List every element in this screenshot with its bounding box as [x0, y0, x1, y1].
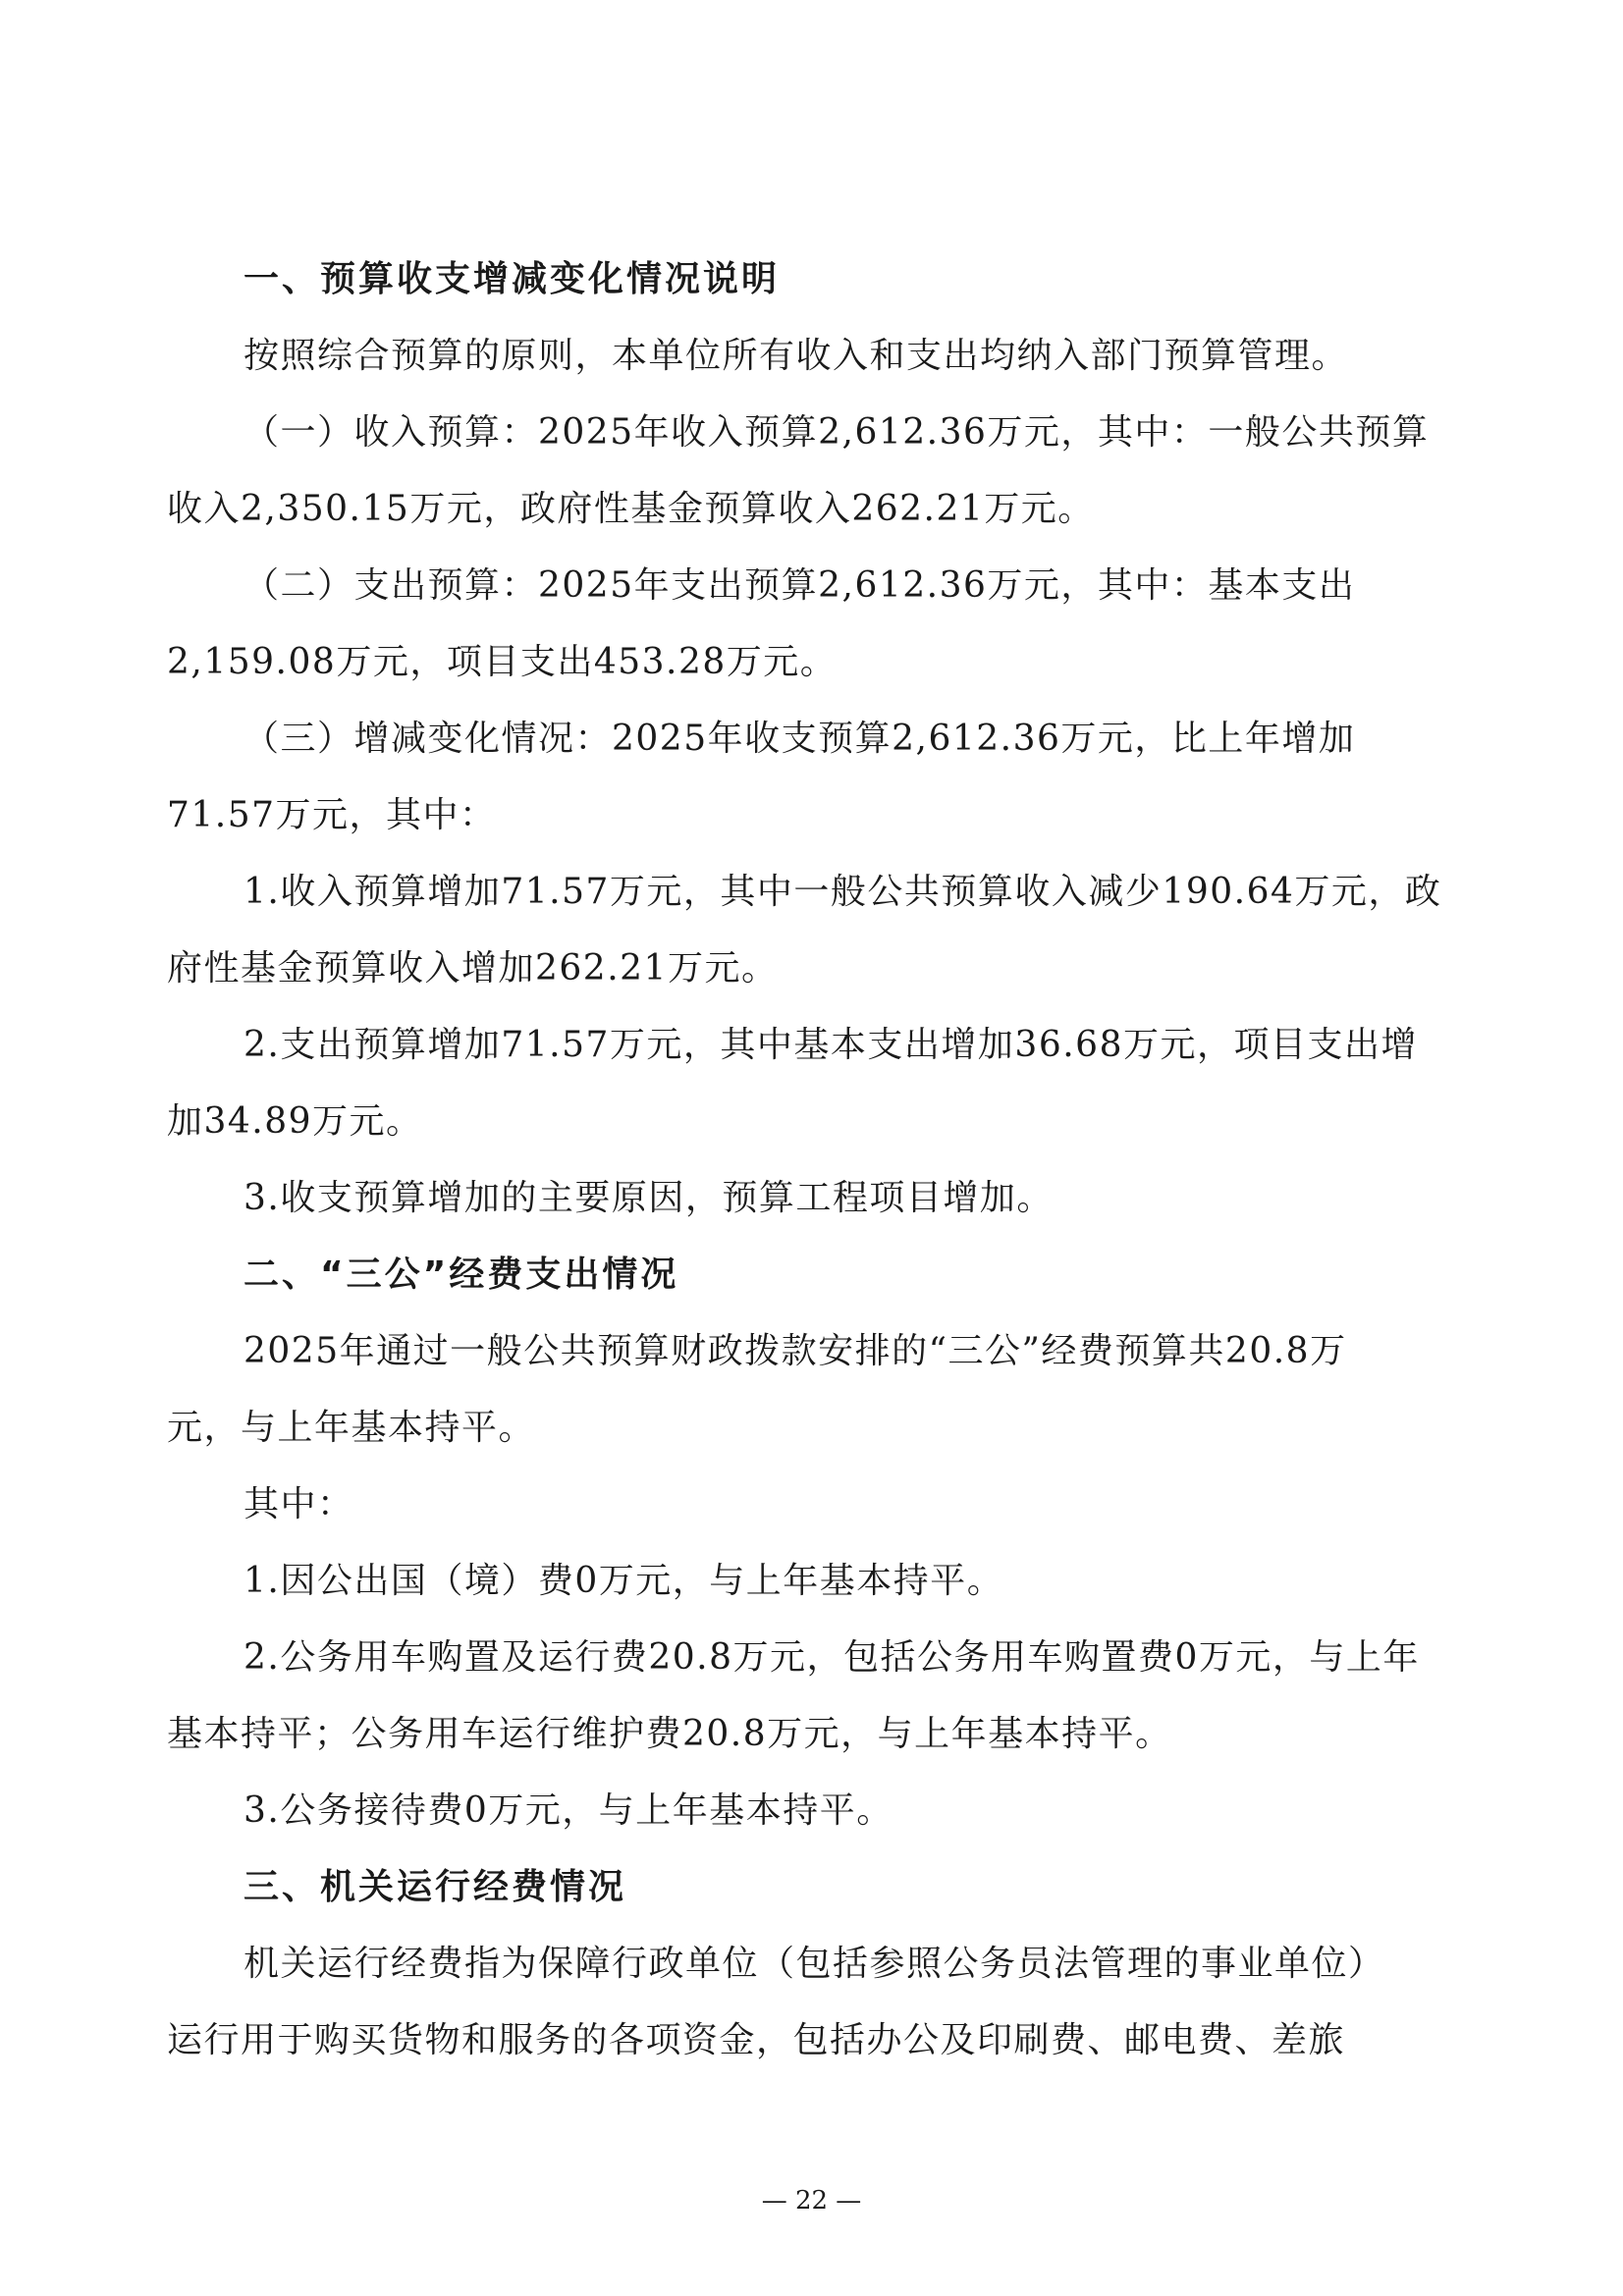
paragraph-line: 3.收支预算增加的主要原因，预算工程项目增加。	[243, 1178, 1054, 1218]
paragraph-line: 机关运行经费指为保障行政单位（包括参照公务员法管理的事业单位）	[243, 1944, 1385, 1984]
paragraph-line: 71.57万元，其中：	[167, 795, 497, 835]
section-heading-three-public-expenses: 二、“三公”经费支出情况	[243, 1255, 679, 1295]
section-heading-budget-change: 一、预算收支增减变化情况说明	[243, 259, 781, 299]
paragraph-line: 2025年通过一般公共预算财政拨款安排的“三公”经费预算共20.8万	[243, 1331, 1347, 1371]
paragraph-line: 基本持平；公务用车运行维护费20.8万元，与上年基本持平。	[167, 1714, 1172, 1754]
paragraph-line: 元，与上年基本持平。	[167, 1408, 536, 1448]
page-number: — 22 —	[761, 2186, 862, 2216]
paragraph-line: 1.收入预算增加71.57万元，其中一般公共预算收入减少190.64万元，政	[243, 872, 1442, 912]
paragraph-line: 2.支出预算增加71.57万元，其中基本支出增加36.68万元，项目支出增	[243, 1025, 1418, 1065]
paragraph-line: （一）收入预算：2025年收入预算2,612.36万元，其中：一般公共预算	[243, 412, 1430, 453]
paragraph-line: 按照综合预算的原则，本单位所有收入和支出均纳入部门预算管理。	[243, 336, 1349, 376]
paragraph-line: 1.因公出国（境）费0万元，与上年基本持平。	[243, 1561, 1004, 1601]
paragraph-line: 府性基金预算收入增加262.21万元。	[167, 948, 779, 988]
section-heading-operating-expenses: 三、机关运行经费情况	[243, 1867, 627, 1907]
paragraph-line: 2,159.08万元，项目支出453.28万元。	[167, 642, 838, 682]
paragraph-line: 2.公务用车购置及运行费20.8万元，包括公务用车购置费0万元，与上年	[243, 1637, 1420, 1678]
paragraph-line: 运行用于购买货物和服务的各项资金，包括办公及印刷费、邮电费、差旅	[167, 2020, 1346, 2060]
paragraph-line: 加34.89万元。	[167, 1101, 423, 1142]
paragraph-line: （二）支出预算：2025年支出预算2,612.36万元，其中：基本支出	[243, 565, 1356, 606]
paragraph-line: 收入2,350.15万元，政府性基金预算收入262.21万元。	[167, 489, 1095, 529]
paragraph-line: （三）增减变化情况：2025年收支预算2,612.36万元，比上年增加	[243, 719, 1356, 759]
paragraph-line: 其中：	[243, 1484, 354, 1524]
paragraph-line: 3.公务接待费0万元，与上年基本持平。	[243, 1790, 893, 1831]
